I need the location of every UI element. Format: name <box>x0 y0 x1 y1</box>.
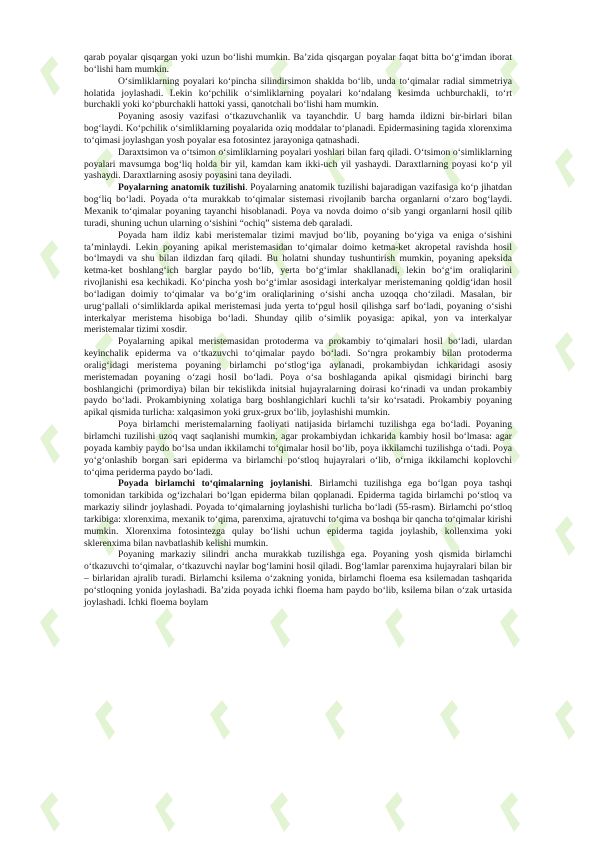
paragraph: Poyada ham ildiz kabi meristemalar tizimi mavjud bo‘lib, poyaning bo‘yiga va eniga o‘sishini ta’minlaydi. Lekin poyaning apikal meristemasidan to‘qimalar doimo ketma-ket akropetal ravishda hosil bo‘lmaydi va shu bilan ildizdan farq qiladi. Bu holatni shunday tushuntirish mumkin, poyaning apeksida ketma-ket boshlang‘ich barglar paydo bo‘lib, yerta bo‘g‘imlar shakllanadi, lekin bo‘g‘im oraliqlarini rivojlanishi esa kechikadi. Ko‘pincha yosh bo‘g‘imlar asosidagi interkalyar meristemaning qoldig‘idan hosil bo‘ladigan doimiy to‘qimalar va bo‘g‘im oraliqlarining o‘sishi ancha uzoqqa cho‘ziladi. Masalan, bir urug‘pallali o‘simliklarda apikal meristemasi juda yerta to‘pgul hosil qilishga sarf bo‘ladi, poyaning o‘sishi interkalyar meristema hisobiga bo‘ladi. Shunday qilib o‘simlik poyasiga: apikal, yon va interkalyar meristemalar tizimi xosdir. <box>84 229 512 336</box>
watermark-mark <box>555 148 575 188</box>
paragraph: Poyaning markaziy silindri ancha murakkab tuzilishga ega. Poyaning yosh qismida birlamchi o‘tkazuvchi to‘qimalar, o‘tkazuvchi naylar bog‘lamini hosil qiladi. Bog‘lamlar parenxima hujayralari bilan bir – birlaridan ajralib turadi. Birlamchi ksilema o‘zakning yonida, birlamchi floema esa ksilemadan tashqarida po‘stloqning yonida joylashadi. Ba’zida poyada ichki floema ham paydo bo‘lib, ksilema bilan o‘zak urtasida joylashadi. Ichki floema boylam <box>84 549 512 608</box>
paragraph: Poyaning asosiy vazifasi o‘tkazuvchanlik va tayanchdir. U barg hamda ildizni bir-birlari bilan bog‘laydi. Ko‘pchilik o‘simliklarning poyalarida oziq moddalar to‘planadi. Epidermasining tagida xlorenxima to‘qimasi joylashgan yosh poyalar esa fotosintez jarayoniga qatnashadi. <box>84 111 512 146</box>
watermark-mark <box>40 240 60 280</box>
watermark-mark <box>555 700 575 740</box>
watermark-mark <box>40 56 60 96</box>
watermark-mark <box>210 700 230 740</box>
watermark-mark <box>40 792 60 832</box>
watermark-mark <box>155 608 175 648</box>
watermark-mark <box>95 700 115 740</box>
watermark-mark <box>40 608 60 648</box>
paragraph: Poyalarning anatomik tuzilishi. Poyalarning anatomik tuzilishi bajaradigan vazifasiga ko‘p jihatdan bog‘liq bo‘ladi. Poyada o‘ta murakkab to‘qimalar sistemasi rivojlanib barcha organlarni o‘zaro bog‘laydi. Mexanik to‘qimalar poyaning tayanchi hisoblanadi. Poya va novda doimo o‘sib yangi organlarni hosil qilib turadi, shuning uchun ularning o‘sishini “ochiq” sistema deb qaraladi. <box>84 182 512 229</box>
section-heading: Poyada birlamchi to‘qimalarning joylanishi <box>118 478 311 490</box>
watermark-mark <box>325 700 345 740</box>
watermark-mark <box>385 792 405 832</box>
watermark-mark <box>385 608 405 648</box>
watermark-mark <box>155 792 175 832</box>
watermark-mark <box>440 700 460 740</box>
paragraph: Poyada birlamchi to‘qimalarning joylanishi. Birlamchi tuzilishga ega bo‘lgan poya tashqi tomonidan tarkibida og‘izchalari bo‘lgan epiderma bilan qoplanadi. Epiderma tagida birlamchi po‘stloq va markaziy silindr joylashadi. Poyada to‘qimalarning joylashishi turlicha bo‘ladi (55-rasm). Birlamchi po‘stloq tarkibiga: xlorenxima, mexanik to‘qima, parenxima, ajratuvchi to‘qima va boshqa bir qancha to‘qimalar kirishi mumkin. Xlorenxima fotosintezga qulay bo‘lishi uchun epiderma tagida joylashib, kollenxima yoki sklerenxima bilan navbatlashib kelishi mumkin. <box>84 478 512 549</box>
paragraph: Daraxtsimon va o‘tsimon o‘simliklarning poyalari yoshlari bilan farq qiladi. O‘tsimon o‘simliklarning poyalari mavsumga bog‘liq holda bir yil, kamdan kam ikki-uch yil yashaydi. Daraxtlarning poyasi ko‘p yil yashaydi. Daraxtlarning asosiy poyasini tana deyiladi. <box>84 146 512 182</box>
paragraph: qarab poyalar qisqargan yoki uzun bo‘lishi mumkin. Ba’zida qisqargan poyalar faqat bitta bo‘g‘imdan iborat bo‘lishi ham mumkin. <box>84 52 512 75</box>
section-heading: Poyalarning anatomik tuzilishi <box>118 182 246 194</box>
paragraph: Poyalarning apikal meristemasidan protoderma va prokambiy to‘qimalari hosil bo‘ladi, ulardan keyinchalik epiderma va o‘tkazuvchi to‘qimalar paydo bo‘ladi. So‘ngra prokambiy bilan protoderma oralig‘idagi meristema poyaning birlamchi po‘stlog‘iga aylanadi, prokambiydan ichkaridagi asosiy meristemadan poyaning o‘zagi hosil bo‘ladi. Poya o‘sa boshlaganda apikal qismidagi birinchi barg boshlangichi (primordiya) bilan bir tekislikda initsial hujayralarning doirasi ko‘rinadi va undan prokambiy paydo bo‘ladi. Prokambiyning xolatiga barg boshlangichlari kuchli ta’sir ko‘rsatadi. Prokambiy poyaning apikal qismida turlicha: xalqasimon yoki grux-grux bo‘lib, joylashishi mumkin. <box>84 336 512 419</box>
watermark-mark <box>270 792 290 832</box>
paragraph: O‘simliklarning poyalari ko‘pincha silindirsimon shaklda bo‘lib, unda to‘qimalar radial simmetriya holatida joylashadi. Lekin ko‘pchilik o‘simliklarning poyalari ko‘ndalang kesimda uchburchakli, to‘rt burchakli yoki ko‘pburchakli hattoki yassi, qanotchali bo‘lishi ham mumkin. <box>84 75 512 111</box>
watermark-mark <box>500 608 520 648</box>
watermark-mark <box>270 608 290 648</box>
watermark-mark <box>40 424 60 464</box>
watermark-mark <box>500 792 520 832</box>
watermark-mark <box>555 516 575 556</box>
document-body <box>84 52 512 609</box>
watermark-mark <box>555 332 575 372</box>
paragraph: Poya birlamchi meristemalarning faoliyati natijasida birlamchi tuzilishga ega bo‘ladi. Poyaning birlamchi tuzilishi uzoq vaqt saqlanishi mumkin, agar prokambiydan ichkarida kambiy hosil bo‘lmasa: agar poyada kambiy paydo bo‘lsa undan ikkilamchi to‘qimalar hosil bo‘lib, poya ikkilamchi tuzilishga o‘tadi. Poya yo‘g‘onlashib borgan sari epiderma va birlamchi po‘stloq hujayralari o‘lib, o‘rniga ikkilamchi koplovchi to‘qima periderma paydo bo‘ladi. <box>84 419 512 478</box>
